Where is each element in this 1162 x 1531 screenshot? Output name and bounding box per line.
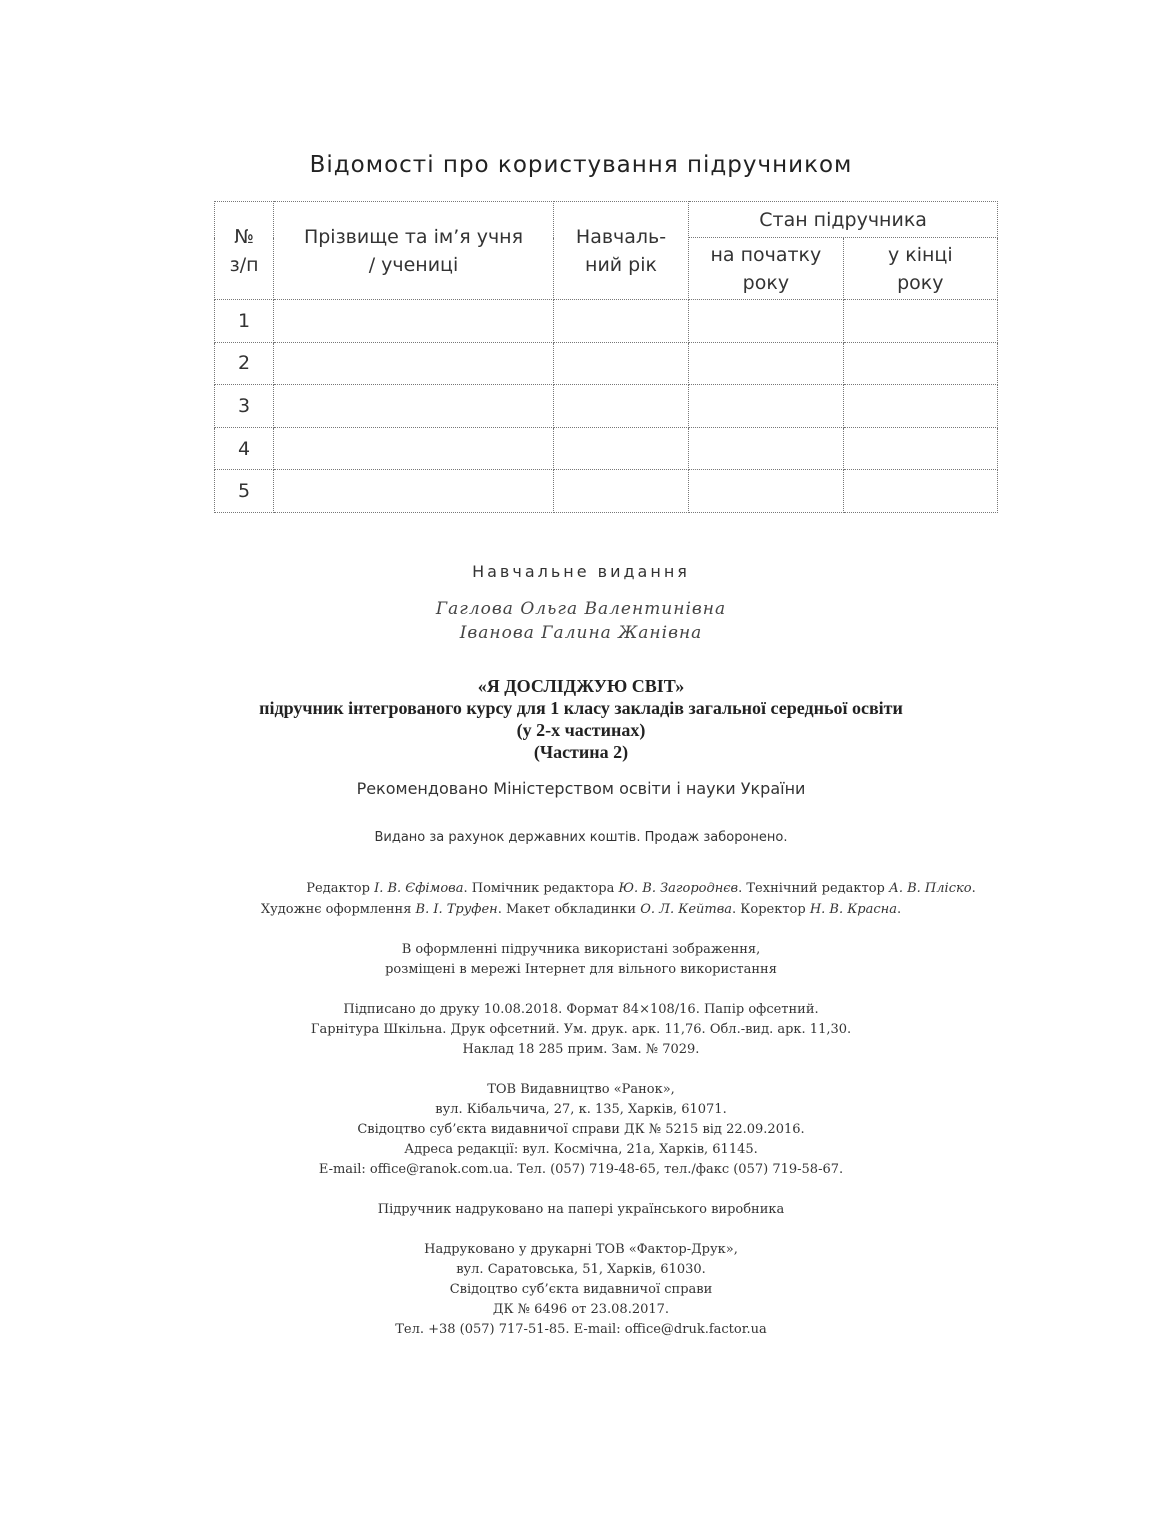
printer: [0, 1240, 1162, 1340]
row-number: 5: [215, 470, 274, 513]
table-title: Відомості про користування підручником: [309, 152, 853, 178]
book-parts: (у 2-х частинах): [516, 720, 646, 740]
images-note-line: В оформленні підручника використані зображення,: [401, 942, 761, 957]
row-number: 2: [215, 342, 274, 385]
cell-start[interactable]: [689, 427, 843, 470]
author: Іванова Галина Жанівна: [459, 623, 703, 643]
table-row: [215, 342, 998, 385]
cell-year[interactable]: [553, 427, 688, 470]
publisher-line: Адреса редакції: вул. Космічна, 21а, Харків, 61145.: [404, 1142, 758, 1157]
cell-end[interactable]: [843, 427, 997, 470]
table-row: [215, 470, 998, 513]
recommended: Рекомендовано Міністерством освіти і науки України: [356, 779, 806, 798]
imprint: [0, 562, 1162, 1340]
cell-name[interactable]: [274, 470, 554, 513]
publisher-line: E-mail: office@ranok.com.ua. Тел. (057) 719-48-65, тел./факс (057) 719-58-67.: [318, 1162, 844, 1177]
publisher-line: вул. Кібальчича, 27, к. 135, Харків, 61071.: [435, 1102, 727, 1117]
usage-table: [214, 201, 998, 513]
cell-year[interactable]: [553, 385, 688, 428]
editors-line: Художнє оформлення В. І. Труфен. Макет обкладинки О. Л. Кейтва. Коректор Н. В. Красна.: [260, 902, 902, 917]
cell-start[interactable]: [689, 470, 843, 513]
cell-end[interactable]: [843, 300, 997, 343]
table-row: [215, 385, 998, 428]
cell-year[interactable]: [553, 342, 688, 385]
paper-note: Підручник надруковано на папері українського виробника: [377, 1202, 785, 1217]
cell-start[interactable]: [689, 342, 843, 385]
publisher-line: Свідоцтво суб’єкта видавничої справи ДК № 5215 від 22.09.2016.: [357, 1122, 805, 1137]
print-spec-line: Підписано до друку 10.08.2018. Формат 84×108/16. Папір офсетний.: [343, 1002, 819, 1017]
cell-name[interactable]: [274, 300, 554, 343]
printer-line: Тел. +38 (057) 717-51-85. E-mail: office@druk.factor.ua: [395, 1322, 767, 1337]
cell-end[interactable]: [843, 342, 997, 385]
header-condition: Стан підручника: [689, 202, 998, 238]
publisher: [0, 1080, 1162, 1180]
cell-end[interactable]: [843, 385, 997, 428]
header-year: Навчаль-ний рік: [553, 202, 688, 300]
author: Гаглова Ольга Валентинівна: [435, 599, 727, 619]
cell-name[interactable]: [274, 385, 554, 428]
cell-name[interactable]: [274, 427, 554, 470]
printer-line: Надруковано у друкарні ТОВ «Фактор-Друк»,: [424, 1242, 738, 1257]
print-spec-line: Гарнітура Шкільна. Друк офсетний. Ум. друк. арк. 11,76. Обл.-вид. арк. 11,30.: [310, 1022, 852, 1037]
cell-end[interactable]: [843, 470, 997, 513]
printer-line: Свідоцтво суб’єкта видавничої справи: [449, 1282, 713, 1297]
row-number: 1: [215, 300, 274, 343]
edition-type: Навчальне видання: [472, 562, 690, 581]
print-spec-line: Наклад 18 285 прим. Зам. № 7029.: [462, 1042, 700, 1057]
authors: [0, 597, 1162, 645]
row-number: 4: [215, 427, 274, 470]
cell-name[interactable]: [274, 342, 554, 385]
table-row: [215, 427, 998, 470]
funding-note: Видано за рахунок державних коштів. Продаж заборонено.: [374, 830, 788, 845]
editors: [0, 878, 1162, 920]
cell-start[interactable]: [689, 300, 843, 343]
cell-year[interactable]: [553, 300, 688, 343]
cell-start[interactable]: [689, 385, 843, 428]
book-info: [0, 675, 1162, 763]
book-title: «Я ДОСЛІДЖУЮ СВІТ»: [477, 676, 685, 696]
header-name: Прізвище та ім’я учня / учениці: [274, 202, 554, 300]
header-start: на початку року: [689, 238, 843, 300]
images-note: [0, 940, 1162, 980]
print-specs: [0, 1000, 1162, 1060]
printer-line: ДК № 6496 от 23.08.2017.: [492, 1302, 670, 1317]
book-part: (Частина 2): [533, 742, 629, 762]
header-end: у кінці року: [843, 238, 997, 300]
images-note-line: розміщені в мережі Інтернет для вільного використання: [385, 962, 777, 977]
publisher-line: ТОВ Видавництво «Ранок»,: [487, 1082, 675, 1097]
book-subtitle: підручник інтегрованого курсу для 1 класу закладів загальної середньої освіти: [259, 698, 903, 718]
editors-line: Редактор І. В. Єфімова. Помічник редактора Ю. В. Загороднєв. Технічний редактор А. В. Пліско.: [306, 881, 976, 896]
table-row: [215, 300, 998, 343]
row-number: 3: [215, 385, 274, 428]
printer-line: вул. Саратовська, 51, Харків, 61030.: [456, 1262, 706, 1277]
header-number: № з/п: [215, 202, 274, 300]
cell-year[interactable]: [553, 470, 688, 513]
